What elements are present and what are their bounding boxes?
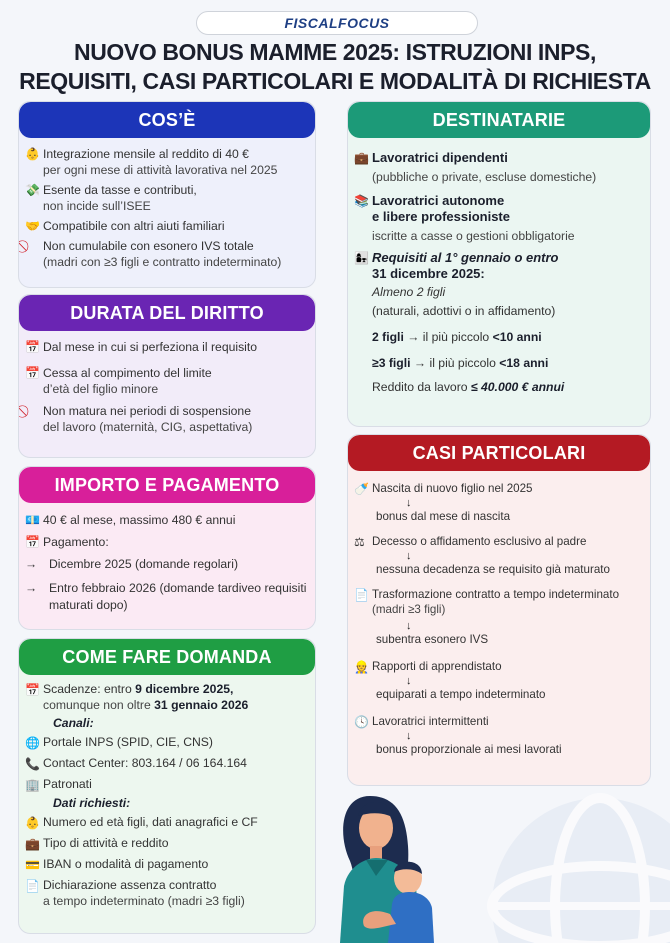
document-icon: 📄	[354, 588, 369, 602]
caso-text: Nascita di nuovo figlio nel 2025	[372, 482, 533, 495]
importo-header: IMPORTO E PAGAMENTO	[19, 467, 315, 503]
importo-amount	[25, 512, 307, 529]
deadline-prefix: Scadenze: entro	[43, 682, 136, 696]
page-title	[0, 38, 670, 96]
caso-item	[354, 481, 642, 524]
domanda-card	[18, 638, 316, 934]
baby-icon: 👶	[25, 147, 40, 161]
autonome-item	[354, 193, 642, 244]
cose-header: COS’È	[19, 102, 315, 138]
importo-payment	[25, 534, 307, 551]
mother-child-illustration	[330, 776, 670, 943]
calendar-icon: 📅	[25, 366, 40, 380]
durata-item	[25, 403, 307, 435]
casi-card	[347, 434, 651, 786]
almeno-figli: Almeno 2 figli	[372, 285, 446, 299]
clock-icon: 🕓	[354, 715, 369, 729]
cose-item	[25, 218, 307, 234]
payment-date	[25, 556, 307, 573]
logo	[196, 11, 478, 35]
cose-item	[25, 146, 307, 178]
cose-item	[25, 238, 307, 270]
caso-text: Rapporti di apprendistato	[372, 660, 502, 673]
canale-text: Patronati	[43, 776, 92, 791]
figli2-end: <10 anni	[492, 330, 542, 344]
phone-icon: 📞	[25, 756, 40, 771]
cose-item-sub: per ogni mese di attività lavorativa nel 2025	[43, 163, 278, 177]
casi-header: CASI PARTICOLARI	[348, 435, 650, 471]
figli3-end: <18 anni	[499, 356, 549, 370]
document-icon: 📄	[25, 879, 40, 893]
requisiti-title: Requisiti al 1° gennaio o entro	[372, 250, 559, 265]
payment-date-text: Entro febbraio 2026 (domande tardive	[49, 581, 255, 595]
deadline-bold: 9 dicembre 2025,	[135, 682, 234, 696]
scales-icon: ⚖	[354, 535, 365, 549]
cose-item-line: Non cumulabile con esonero IVS totale	[43, 239, 254, 253]
caso-item	[354, 659, 642, 702]
books-icon: 📚	[354, 194, 369, 208]
domanda-header: COME FARE DOMANDA	[19, 639, 315, 675]
arrow-right-icon: →	[25, 581, 38, 595]
handshake-icon: 🤝	[25, 219, 40, 233]
importo-card	[18, 466, 316, 630]
dati-label: Dati richiesti:	[53, 795, 131, 810]
building-icon: 🏢	[25, 777, 40, 792]
dati-item	[25, 878, 307, 909]
reddito-row	[372, 379, 642, 395]
destinatarie-header: DESTINATARIE	[348, 102, 650, 138]
caso-sub: (madri ≥3 figli)	[372, 603, 446, 616]
cose-item-line: Esente da tasse e contributi,	[43, 183, 197, 197]
dati-sub: a tempo indeterminato (madri ≥3 figli)	[43, 893, 245, 908]
cose-item-line: Compatibile con altri aiuti familiari	[43, 219, 225, 233]
globe-illustration	[492, 798, 670, 943]
canale-item	[25, 735, 307, 751]
arrow-down-icon: ↓	[406, 550, 412, 562]
canale-text: Contact Center: 803.164 / 06 164.164	[43, 755, 247, 770]
caso-text: Lavoratrici intermittenti	[372, 715, 489, 728]
cose-item-sub: (madri con ≥3 figli e contratto indeterminato)	[43, 255, 282, 269]
arrow-right-icon: →	[413, 356, 430, 370]
caso-result: equiparati a tempo indeterminato	[376, 688, 546, 701]
caso-item	[354, 534, 642, 577]
figli2-bold: 2 figli	[372, 330, 404, 344]
calendar-icon: 📅	[25, 535, 40, 549]
durata-header: DURATA DEL DIRITTO	[19, 295, 315, 331]
dati-text: Numero ed età figli, dati anagrafici e CF	[43, 815, 258, 829]
arrow-down-icon: ↓	[406, 675, 412, 687]
dati-item	[25, 836, 307, 852]
durata-card	[18, 294, 316, 458]
caso-result: bonus dal mese di nascita	[376, 510, 511, 523]
caso-result: bonus proporzionale ai mesi lavorati	[376, 743, 562, 756]
canale-item	[25, 777, 307, 793]
prohibited-icon	[25, 238, 43, 254]
calendar-icon: 📅	[25, 340, 40, 354]
briefcase-icon: 💼	[354, 151, 369, 165]
domanda-deadline	[25, 682, 307, 713]
caso-item	[354, 587, 642, 647]
globe-icon: 🌐	[25, 735, 40, 750]
dipendenti-title: Lavoratrici dipendenti	[372, 150, 508, 165]
autonome-title-2: e libere professioniste	[372, 209, 510, 224]
reddito-prefix: Reddito da lavoro	[372, 380, 468, 394]
caso-item	[354, 714, 642, 757]
deadline2-bold: 31 gennaio 2026	[154, 697, 249, 712]
cose-item-line: Integrazione mensile al reddito di 40 €	[43, 147, 249, 161]
caso-text: Trasformazione contratto a tempo indeterminato	[372, 588, 620, 601]
card-icon: 💳	[25, 858, 40, 872]
reddito-bold: ≤ 40.000 € annui	[470, 380, 565, 394]
arrow-down-icon: ↓	[406, 497, 412, 509]
arrow-right-icon: →	[25, 557, 38, 571]
banknote-icon: 💶	[25, 513, 40, 527]
requisiti-title-2: 31 dicembre 2025:	[372, 266, 485, 281]
importo-amount-text: 40 € al mese, massimo 480 € annui	[43, 513, 236, 527]
durata-item	[25, 339, 307, 355]
payment-date	[25, 580, 307, 614]
cose-item	[25, 182, 307, 214]
payment-label: Pagamento:	[43, 535, 109, 549]
autonome-title: Lavoratrici autonome	[372, 193, 505, 208]
dati-text: IBAN o modalità di pagamento	[43, 857, 209, 871]
figli2-mid: il più piccolo	[422, 330, 490, 344]
briefcase-icon: 💼	[25, 837, 40, 851]
caso-result: subentra esonero IVS	[376, 633, 489, 646]
money-icon: 💸	[25, 183, 40, 197]
canali-label: Canali:	[53, 716, 94, 730]
mother-child-icon: 👩‍👧	[354, 251, 369, 265]
requisiti-item	[354, 250, 642, 395]
almeno-sub: (naturali, adottivi o in affidamento)	[372, 304, 556, 318]
dati-item	[25, 857, 307, 873]
cose-card	[18, 101, 316, 288]
caso-result: nessuna decadenza se requisito già maturato	[376, 563, 610, 576]
logo-text: FISCALFOCUS	[284, 15, 390, 31]
caso-text: Decesso o affidamento esclusivo al padre	[372, 535, 587, 548]
durata-item-sub: del lavoro (maternità, CIG, aspettativa)	[43, 420, 253, 434]
figli3-mid: il più piccolo	[429, 356, 496, 370]
dati-text: Dichiarazione assenza contratto	[43, 878, 217, 892]
durata-item-sub: d’età del figlio minore	[43, 382, 159, 396]
dipendenti-sub: (pubbliche o private, escluse domestiche)	[372, 170, 597, 184]
canale-item	[25, 756, 307, 772]
baby-icon: 👶	[25, 816, 40, 830]
arrow-right-icon: →	[407, 330, 423, 344]
canale-text: Portale INPS (SPID, CIE, CNS)	[43, 734, 213, 749]
dati-item	[25, 815, 307, 831]
payment-date-sub: o requisiti maturati dopo)	[49, 581, 307, 612]
prohibited-icon	[25, 403, 43, 419]
bottle-icon: 🍼	[354, 482, 369, 496]
autonome-sub: iscritte a casse o gestioni obbligatorie	[372, 229, 575, 243]
dati-text: Tipo di attività e reddito	[43, 836, 169, 850]
deadline2-prefix: comunque non oltre	[43, 697, 155, 712]
cose-item-sub: non incide sull’ISEE	[43, 199, 151, 213]
durata-item-line: Cessa al compimento del limite	[43, 366, 212, 380]
destinatarie-card	[347, 101, 651, 427]
figli3-row	[372, 355, 642, 371]
payment-date-text: Dicembre 2025 (domande regolari)	[49, 557, 239, 571]
arrow-down-icon: ↓	[406, 730, 412, 742]
durata-item-line: Dal mese in cui si perfeziona il requisito	[43, 340, 258, 354]
title-line-2: REQUISITI, CASI PARTICOLARI E MODALITÀ DI RICHIESTA	[19, 68, 651, 94]
worker-icon: 👷	[354, 660, 369, 674]
arrow-down-icon: ↓	[406, 620, 412, 632]
title-line-1: NUOVO BONUS MAMME 2025: ISTRUZIONI INPS,	[73, 39, 596, 65]
calendar-icon: 📅	[25, 683, 40, 697]
figli3-bold: ≥3 figli	[372, 356, 411, 370]
durata-item-line: Non matura nei periodi di sospensione	[43, 404, 251, 418]
dipendenti-item	[354, 150, 642, 185]
figli2-row	[372, 329, 642, 345]
durata-item	[25, 365, 307, 397]
